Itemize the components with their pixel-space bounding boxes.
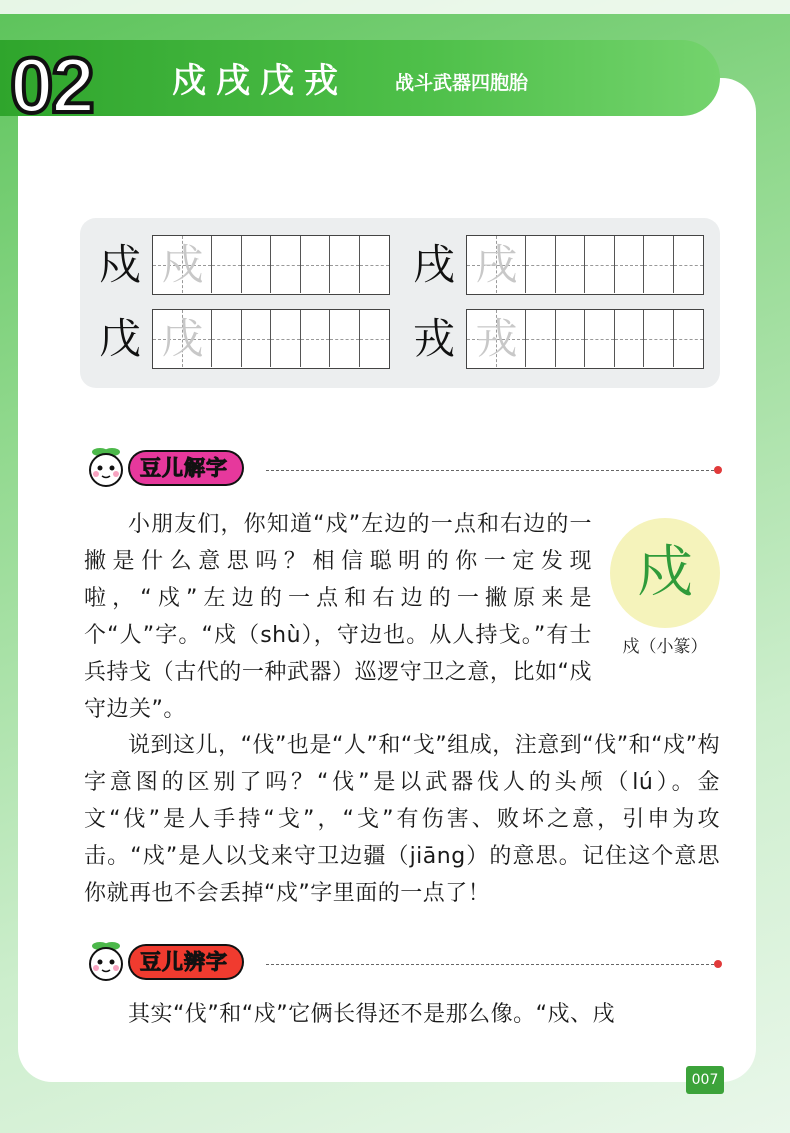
trace-char: 戎 [475,314,518,363]
practice-row [402,234,704,296]
blank-cell[interactable] [330,310,360,367]
blank-cell[interactable] [674,310,704,367]
blank-cell[interactable] [585,310,615,367]
writing-practice-panel [80,218,720,388]
section-heading-distinguish [80,940,720,980]
blank-cell[interactable] [526,310,556,367]
page-number: 007 [686,1066,724,1094]
blank-cell[interactable] [644,236,674,293]
lesson-subtitle: 战斗武器四胞胎 [395,72,529,94]
blank-cell[interactable] [330,236,360,293]
writing-grid[interactable] [152,235,390,295]
lesson-title: 戍戌戊戎 [172,61,348,101]
seal-script-char: 戍 [610,518,720,628]
practice-row [88,234,390,296]
blank-cell[interactable] [360,236,390,293]
section-label: 豆儿解字 [130,452,242,484]
practice-char: 戍 [98,240,141,289]
practice-row [88,308,390,370]
section-heading-explain [80,446,720,486]
dashed-divider [266,964,714,965]
blank-cell[interactable] [556,310,586,367]
blank-cell[interactable] [360,310,390,367]
section-label: 豆儿辨字 [130,946,242,978]
trace-char: 戌 [475,240,518,289]
practice-char: 戎 [412,314,455,363]
blank-cell[interactable] [271,310,301,367]
blank-cell[interactable] [644,310,674,367]
trace-char: 戊 [161,314,204,363]
trace-cell[interactable] [153,236,212,293]
trace-cell[interactable] [467,236,526,293]
divider-end-dot [714,960,722,968]
blank-cell[interactable] [674,236,704,293]
practice-char: 戌 [412,240,455,289]
blank-cell[interactable] [585,236,615,293]
practice-char: 戊 [98,314,141,363]
blank-cell[interactable] [301,310,331,367]
writing-grid[interactable] [152,309,390,369]
explain-paragraph-2: 说到这儿，“伐”也是“人”和“戈”组成，注意到“伐”和“戍”构字意图的区别了吗？“伐”是以武器伐人的头颅（lú）。金文“伐”是人手持“戈”，“戈”有伤害、败坏之意，引申为攻击。“戍”是人以戈来守卫边疆（jiāng）的意思。记住这个意思你就再也不会丢掉“戍”字里面的一点了！ [84,733,720,906]
seal-script-caption: 戍（小篆） [622,637,708,657]
distinguish-paragraph: 其实“伐”和“戍”它俩长得还不是那么像。“戍、戌 [128,1002,615,1027]
trace-char: 戍 [161,240,204,289]
blank-cell[interactable] [271,236,301,293]
practice-row [402,308,704,370]
writing-grid[interactable] [466,235,704,295]
trace-cell[interactable] [153,310,212,367]
divider-end-dot [714,466,722,474]
dashed-divider [266,470,714,471]
page-top-strip [0,0,790,14]
blank-cell[interactable] [242,236,272,293]
blank-cell[interactable] [526,236,556,293]
blank-cell[interactable] [615,310,645,367]
writing-grid[interactable] [466,309,704,369]
blank-cell[interactable] [556,236,586,293]
trace-cell[interactable] [467,310,526,367]
bean-mascot-icon [80,940,130,982]
explain-paragraph-1: 小朋友们，你知道“戍”左边的一点和右边的一撇是什么意思吗？相信聪明的你一定发现啦，“戍”左边的一点和右边的一撇原来是个“人”字。“戍（shù），守边也。从人持戈。”有士兵持戈（古代的一种武器）巡逻守卫之意，比如“戍守边关”。 [84,512,592,722]
blank-cell[interactable] [615,236,645,293]
blank-cell[interactable] [212,236,242,293]
lesson-number: 02 [10,41,93,129]
blank-cell[interactable] [242,310,272,367]
bean-mascot-icon [80,446,130,488]
blank-cell[interactable] [301,236,331,293]
blank-cell[interactable] [212,310,242,367]
